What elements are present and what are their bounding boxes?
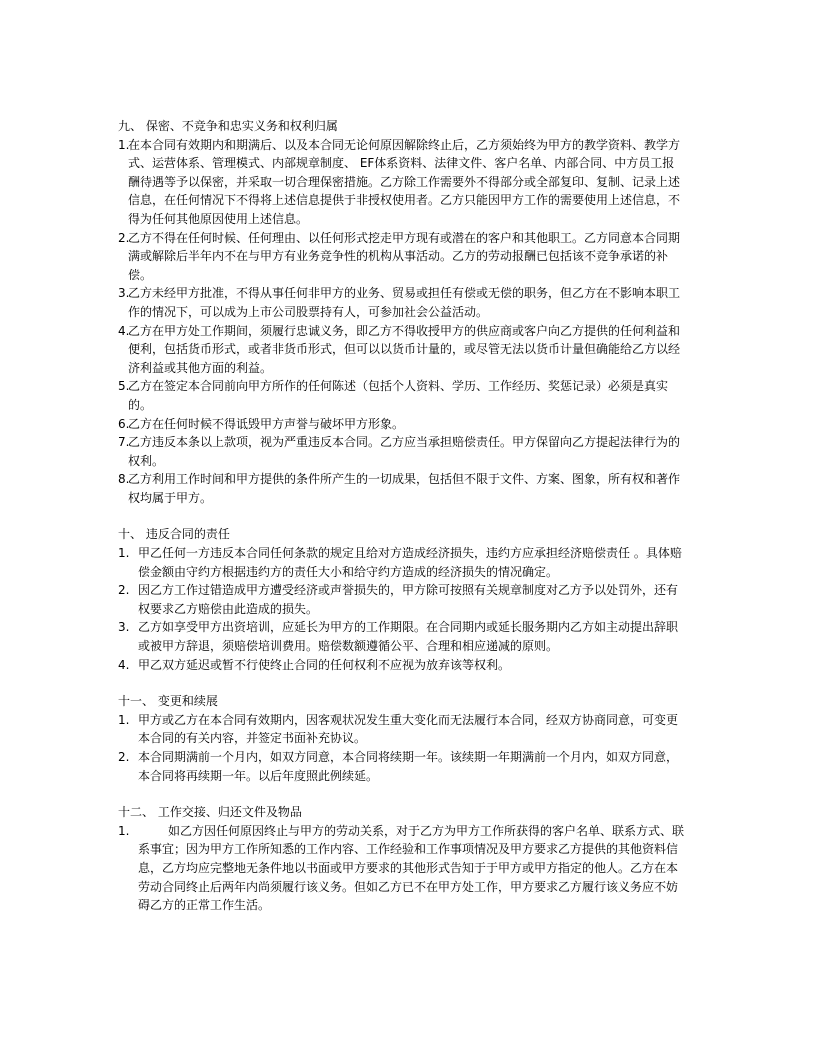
section-heading: 十一、 变更和续展 <box>118 694 218 709</box>
item-number: 7. <box>118 435 130 450</box>
item-text: 乙方利用工作时间和甲方提供的条件所产生的一切成果，包括但不限于文件、方案、图象，所有权和著作权均属于甲方。 <box>128 472 681 505</box>
item-text: 因乙方工作过错造成甲方遭受经济或声誉损失的，甲方除可按照有关规章制度对乙方予以处罚外，还有权要求乙方赔偿由此造成的损失。 <box>138 583 679 616</box>
list-item <box>118 229 684 285</box>
list-item <box>118 415 684 434</box>
item-number: 1. <box>118 546 130 561</box>
list-item <box>118 322 684 378</box>
item-text: 甲乙双方延迟或暂不行使终止合同的任何权利不应视为放弃该等权利。 <box>138 657 511 672</box>
item-text: 乙方如享受甲方出资培训，应延长为甲方的工作期限。在合同期内或延长服务期内乙方如主动提出辞职或被甲方辞退，须赔偿培训费用。赔偿数额遵循公平、合理和相应递减的原则。 <box>138 620 679 654</box>
item-text: 本合同期满前一个月内，如双方同意，本合同将续期一年。该续期一年期满前一个月内，如双方同意，本合同将再续期一年。以后年度照此例续延。 <box>138 750 679 783</box>
item-text: 乙方未经甲方批准，不得从事任何非甲方的业务、贸易或担任有偿或无偿的职务，但乙方在不影响本职工作的情况下，可以成为上市公司股票持有人，可参加社会公益活动。 <box>128 286 681 319</box>
item-text: 乙方在甲方处工作期间，须履行忠诚义务，即乙方不得收授甲方的供应商或客户向乙方提供的任何利益和便利，包括货币形式，或者非货币形式，但可以以货币计量的，或尽管无法以货币计量但确能给乙方以经济利益或其他方面的利益。 <box>128 323 681 375</box>
item-text: 甲方或乙方在本合同有效期内，因客观状况发生重大变化而无法履行本合同，经双方协商同意，可变更本合同的有关内容，并签定书面补充协议。 <box>138 712 679 746</box>
list-item <box>118 136 684 229</box>
item-number: 3. <box>118 286 130 301</box>
list-item <box>118 822 684 915</box>
list-item <box>118 711 684 748</box>
section-work-handover <box>118 803 684 915</box>
section-heading: 九、 保密、不竞争和忠实义务和权利归属 <box>118 119 338 133</box>
item-number: 2. <box>118 583 130 598</box>
item-number: 4. <box>118 323 130 338</box>
list-item <box>118 581 684 618</box>
item-number: 1. <box>118 823 130 838</box>
item-number: 6. <box>118 416 130 431</box>
section-heading: 十二、 工作交接、归还文件及物品 <box>118 805 302 820</box>
item-number: 8. <box>118 472 130 487</box>
item-text: 乙方违反本条以上款项，视为严重违反本合同。乙方应当承担赔偿责任。甲方保留向乙方提起法律行为的权利。 <box>128 435 681 468</box>
list-item <box>118 618 684 655</box>
item-number: 5. <box>118 379 130 394</box>
item-text: 甲乙任何一方违反本合同任何条款的规定且给对方造成经济损失，违约方应承担经济赔偿责任 。具体赔偿金额由守约方根据违约方的责任大小和给守约方造成的经济损失的情况确定。 <box>138 546 682 579</box>
item-number: 1. <box>118 137 130 152</box>
list-item <box>118 284 684 321</box>
section-breach-liability <box>118 525 684 674</box>
item-number: 1. <box>118 712 130 727</box>
item-text: 乙方在任何时候不得诋毁甲方声誉与破坏甲方形象。 <box>128 416 405 431</box>
list-item <box>118 470 684 507</box>
list-item <box>118 433 684 470</box>
item-number: 2. <box>118 230 130 245</box>
item-number: 3. <box>118 620 130 635</box>
list-item <box>118 748 684 785</box>
item-text: 乙方在签定本合同前向甲方所作的任何陈述（包括个人资料、学历、工作经历、奖惩记录）必须是真实的。 <box>128 379 669 412</box>
item-text: 如乙方因任何原因终止与甲方的劳动关系，对于乙方为甲方工作所获得的客户名单、联系方式、联系事宜；因为甲方工作所知悉的工作内容、工作经验和工作事项情况及甲方要求乙方提供的其他资料信息，乙方均应完整地无条件地以书面或甲方要求的其他形式告知于于甲方或甲方指定的他人。乙方在本劳动合同终止后两年内尚须履行该义务。但如乙方已不在甲方处工作，甲方要求乙方履行该义务应不妨碍乙方的正常工作生活。 <box>138 823 685 913</box>
item-text: 乙方不得在任何时候、任何理由、以任何形式挖走甲方现有或潜在的客户和其他职工。乙方同意本合同期满或解除后半年内不在与甲方有业务竞争性的机构从事活动。乙方的劳动报酬已包括该不竞争承诺的补偿。 <box>128 230 681 282</box>
list-item <box>118 544 684 581</box>
section-confidentiality <box>118 117 684 507</box>
item-text: 在本合同有效期内和期满后、以及本合同无论何原因解除终止后，乙方须始终为甲方的教学资料、教学方式、运营体系、管理模式、内部规章制度、 EF体系资料、法律文件、客户名单、内部合同、中方员工报酬待遇等予以保密，并采取一切合理保密措施。乙方除工作需要外不得部分或全部复印、复制、记录上述信息，在任何情况下不得将上述信息提供于非授权使用者。乙方只能因甲方工作的需要使用上述信息，不得为任何其他原因使用上述信息。 <box>128 137 681 226</box>
list-item <box>118 656 684 675</box>
list-item <box>118 377 684 414</box>
item-number: 4. <box>118 657 130 672</box>
document-page <box>118 117 684 933</box>
section-heading: 十、 违反合同的责任 <box>118 527 230 542</box>
item-number: 2. <box>118 750 130 764</box>
section-amendment-renewal <box>118 692 684 785</box>
